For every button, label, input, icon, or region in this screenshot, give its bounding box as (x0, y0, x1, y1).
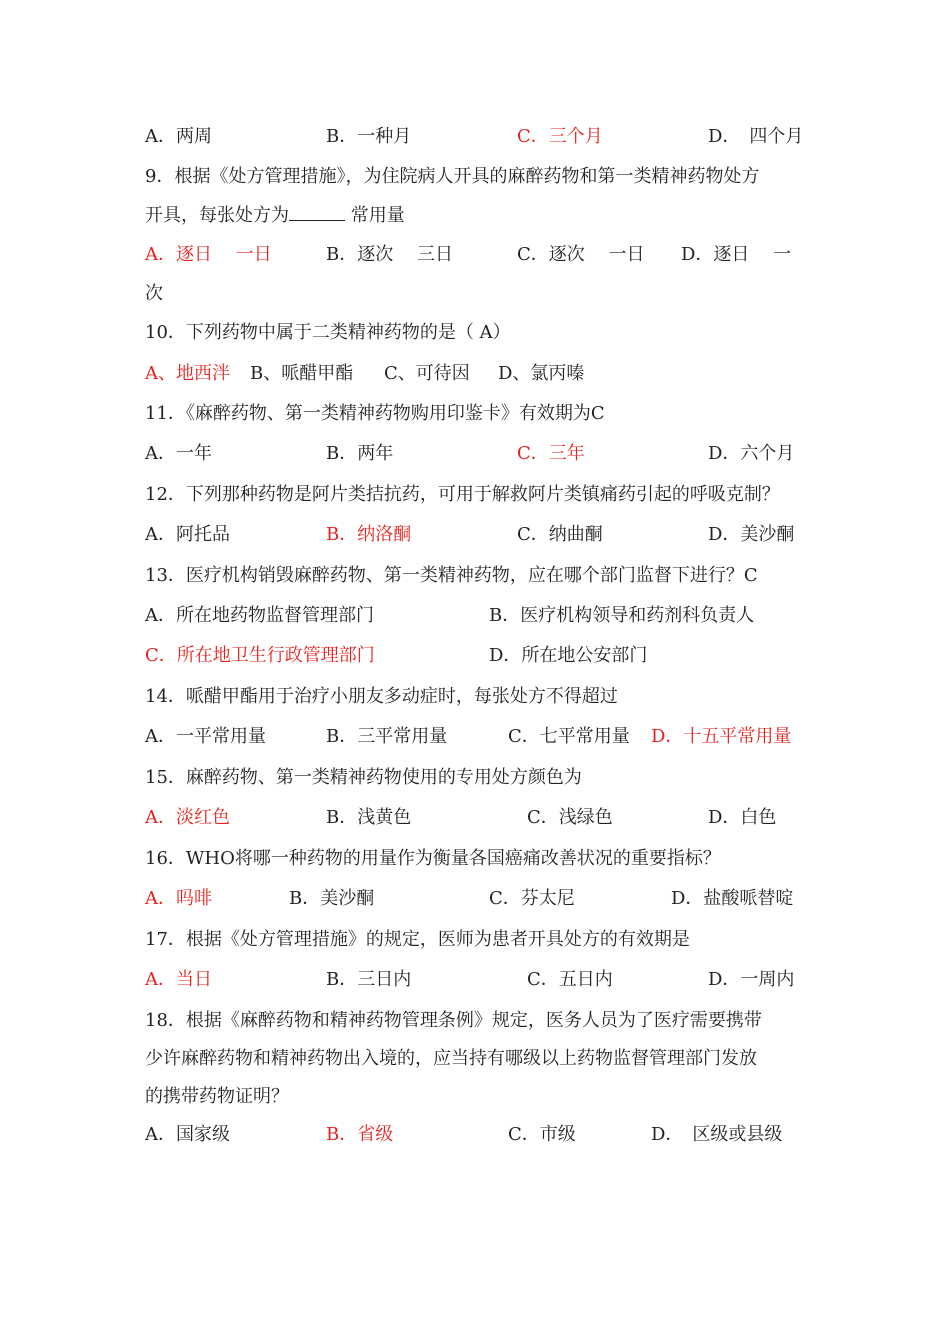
q17-option-a-answer: A．当日 (145, 969, 212, 990)
q8-option-d: D． 四个月 (708, 126, 804, 147)
q10-stem: 10．下列药物中属于二类精神药物的是（ A） (145, 322, 511, 343)
q13-option-c-answer: C．所在地卫生行政管理部门 (145, 645, 375, 666)
q14-option-c: C．七平常用量 (508, 726, 630, 747)
q12-stem: 12．下列那种药物是阿片类拮抗药，可用于解救阿片类镇痛药引起的呼吸克制？ (145, 484, 780, 505)
q9-stem-line2 (145, 204, 405, 228)
q17-option-c: C．五日内 (527, 969, 613, 990)
q9-option-d: D．逐日 一 (681, 244, 792, 265)
q12-option-c: C．纳曲酮 (517, 524, 603, 545)
q9-blank (289, 204, 345, 221)
q9-option-b: B．逐次 三日 (326, 244, 453, 265)
q11-option-b: B．两年 (326, 443, 394, 464)
q8-option-c-answer: C．三个月 (517, 126, 603, 147)
q9-stem-pre: 开具，每张处方为 (145, 205, 289, 226)
q18-stem-line3: 的携带药物证明？ (145, 1086, 289, 1107)
q16-option-b: B．美沙酮 (289, 888, 375, 909)
q18-stem-line1: 18．根据《麻醉药物和精神药物管理条例》规定，医务人员为了医疗需要携带 (145, 1010, 762, 1031)
q14-option-d-answer: D．十五平常用量 (651, 726, 792, 747)
q13-stem: 13．医疗机构销毁麻醉药物、第一类精神药物，应在哪个部门监督下进行？C (145, 565, 758, 586)
q9-stem-line1: 9．根据《处方管理措施》，为住院病人开具的麻醉药物和第一类精神药物处方 (145, 166, 760, 187)
q14-stem: 14．哌醋甲酯用于治疗小朋友多动症时，每张处方不得超过 (145, 686, 618, 707)
q12-option-b-answer: B．纳洛酮 (326, 524, 412, 545)
q9-option-d-continued: 次 (145, 283, 163, 304)
q9-option-c: C．逐次 一日 (517, 244, 645, 265)
q12-option-a: A．阿托品 (145, 524, 230, 545)
q13-option-d: D．所在地公安部门 (489, 645, 648, 666)
q15-option-d: D．白色 (708, 807, 777, 828)
q13-option-b: B．医疗机构领导和药剂科负责人 (489, 605, 755, 626)
q15-stem: 15．麻醉药物、第一类精神药物使用的专用处方颜色为 (145, 767, 582, 788)
q18-option-d: D． 区级或县级 (651, 1124, 783, 1145)
q16-option-a-answer: A．吗啡 (145, 888, 212, 909)
q13-option-a: A．所在地药物监督管理部门 (145, 605, 374, 626)
q17-stem: 17．根据《处方管理措施》的规定，医师为患者开具处方的有效期是 (145, 929, 690, 950)
q16-stem: 16．WHO将哪一种药物的用量作为衡量各国癌痛改善状况的重要指标？ (145, 848, 721, 869)
q11-stem: 11．《麻醉药物、第一类精神药物购用印鉴卡》有效期为C (145, 403, 605, 424)
q10-option-d: D、氯丙嗪 (498, 363, 585, 384)
q8-option-a: A．两周 (145, 126, 212, 147)
q15-option-c: C．浅绿色 (527, 807, 613, 828)
q16-option-c: C．芬太尼 (489, 888, 575, 909)
q17-option-d: D．一周内 (708, 969, 795, 990)
q11-option-d: D．六个月 (708, 443, 795, 464)
q15-option-b: B．浅黄色 (326, 807, 412, 828)
q10-option-a-answer: A、地西泮 (145, 363, 230, 384)
q11-option-c-answer: C．三年 (517, 443, 585, 464)
q16-option-d: D．盐酸哌替啶 (671, 888, 794, 909)
q11-option-a: A．一年 (145, 443, 212, 464)
q18-stem-line2: 少许麻醉药物和精神药物出入境的，应当持有哪级以上药物监督管理部门发放 (145, 1048, 757, 1069)
q17-option-b: B．三日内 (326, 969, 412, 990)
q18-option-c: C．市级 (508, 1124, 576, 1145)
q9-stem-post: 常用量 (345, 205, 405, 226)
q14-option-b: B．三平常用量 (326, 726, 448, 747)
q14-option-a: A．一平常用量 (145, 726, 266, 747)
q18-option-b-answer: B．省级 (326, 1124, 394, 1145)
q8-option-b: B．一种月 (326, 126, 412, 147)
q18-option-a: A．国家级 (145, 1124, 230, 1145)
q12-option-d: D．美沙酮 (708, 524, 795, 545)
q9-option-a-answer: A．逐日 一日 (145, 244, 272, 265)
q15-option-a-answer: A．淡红色 (145, 807, 230, 828)
q10-option-c: C、可待因 (384, 363, 470, 384)
q10-option-b: B、哌醋甲酯 (250, 363, 354, 384)
